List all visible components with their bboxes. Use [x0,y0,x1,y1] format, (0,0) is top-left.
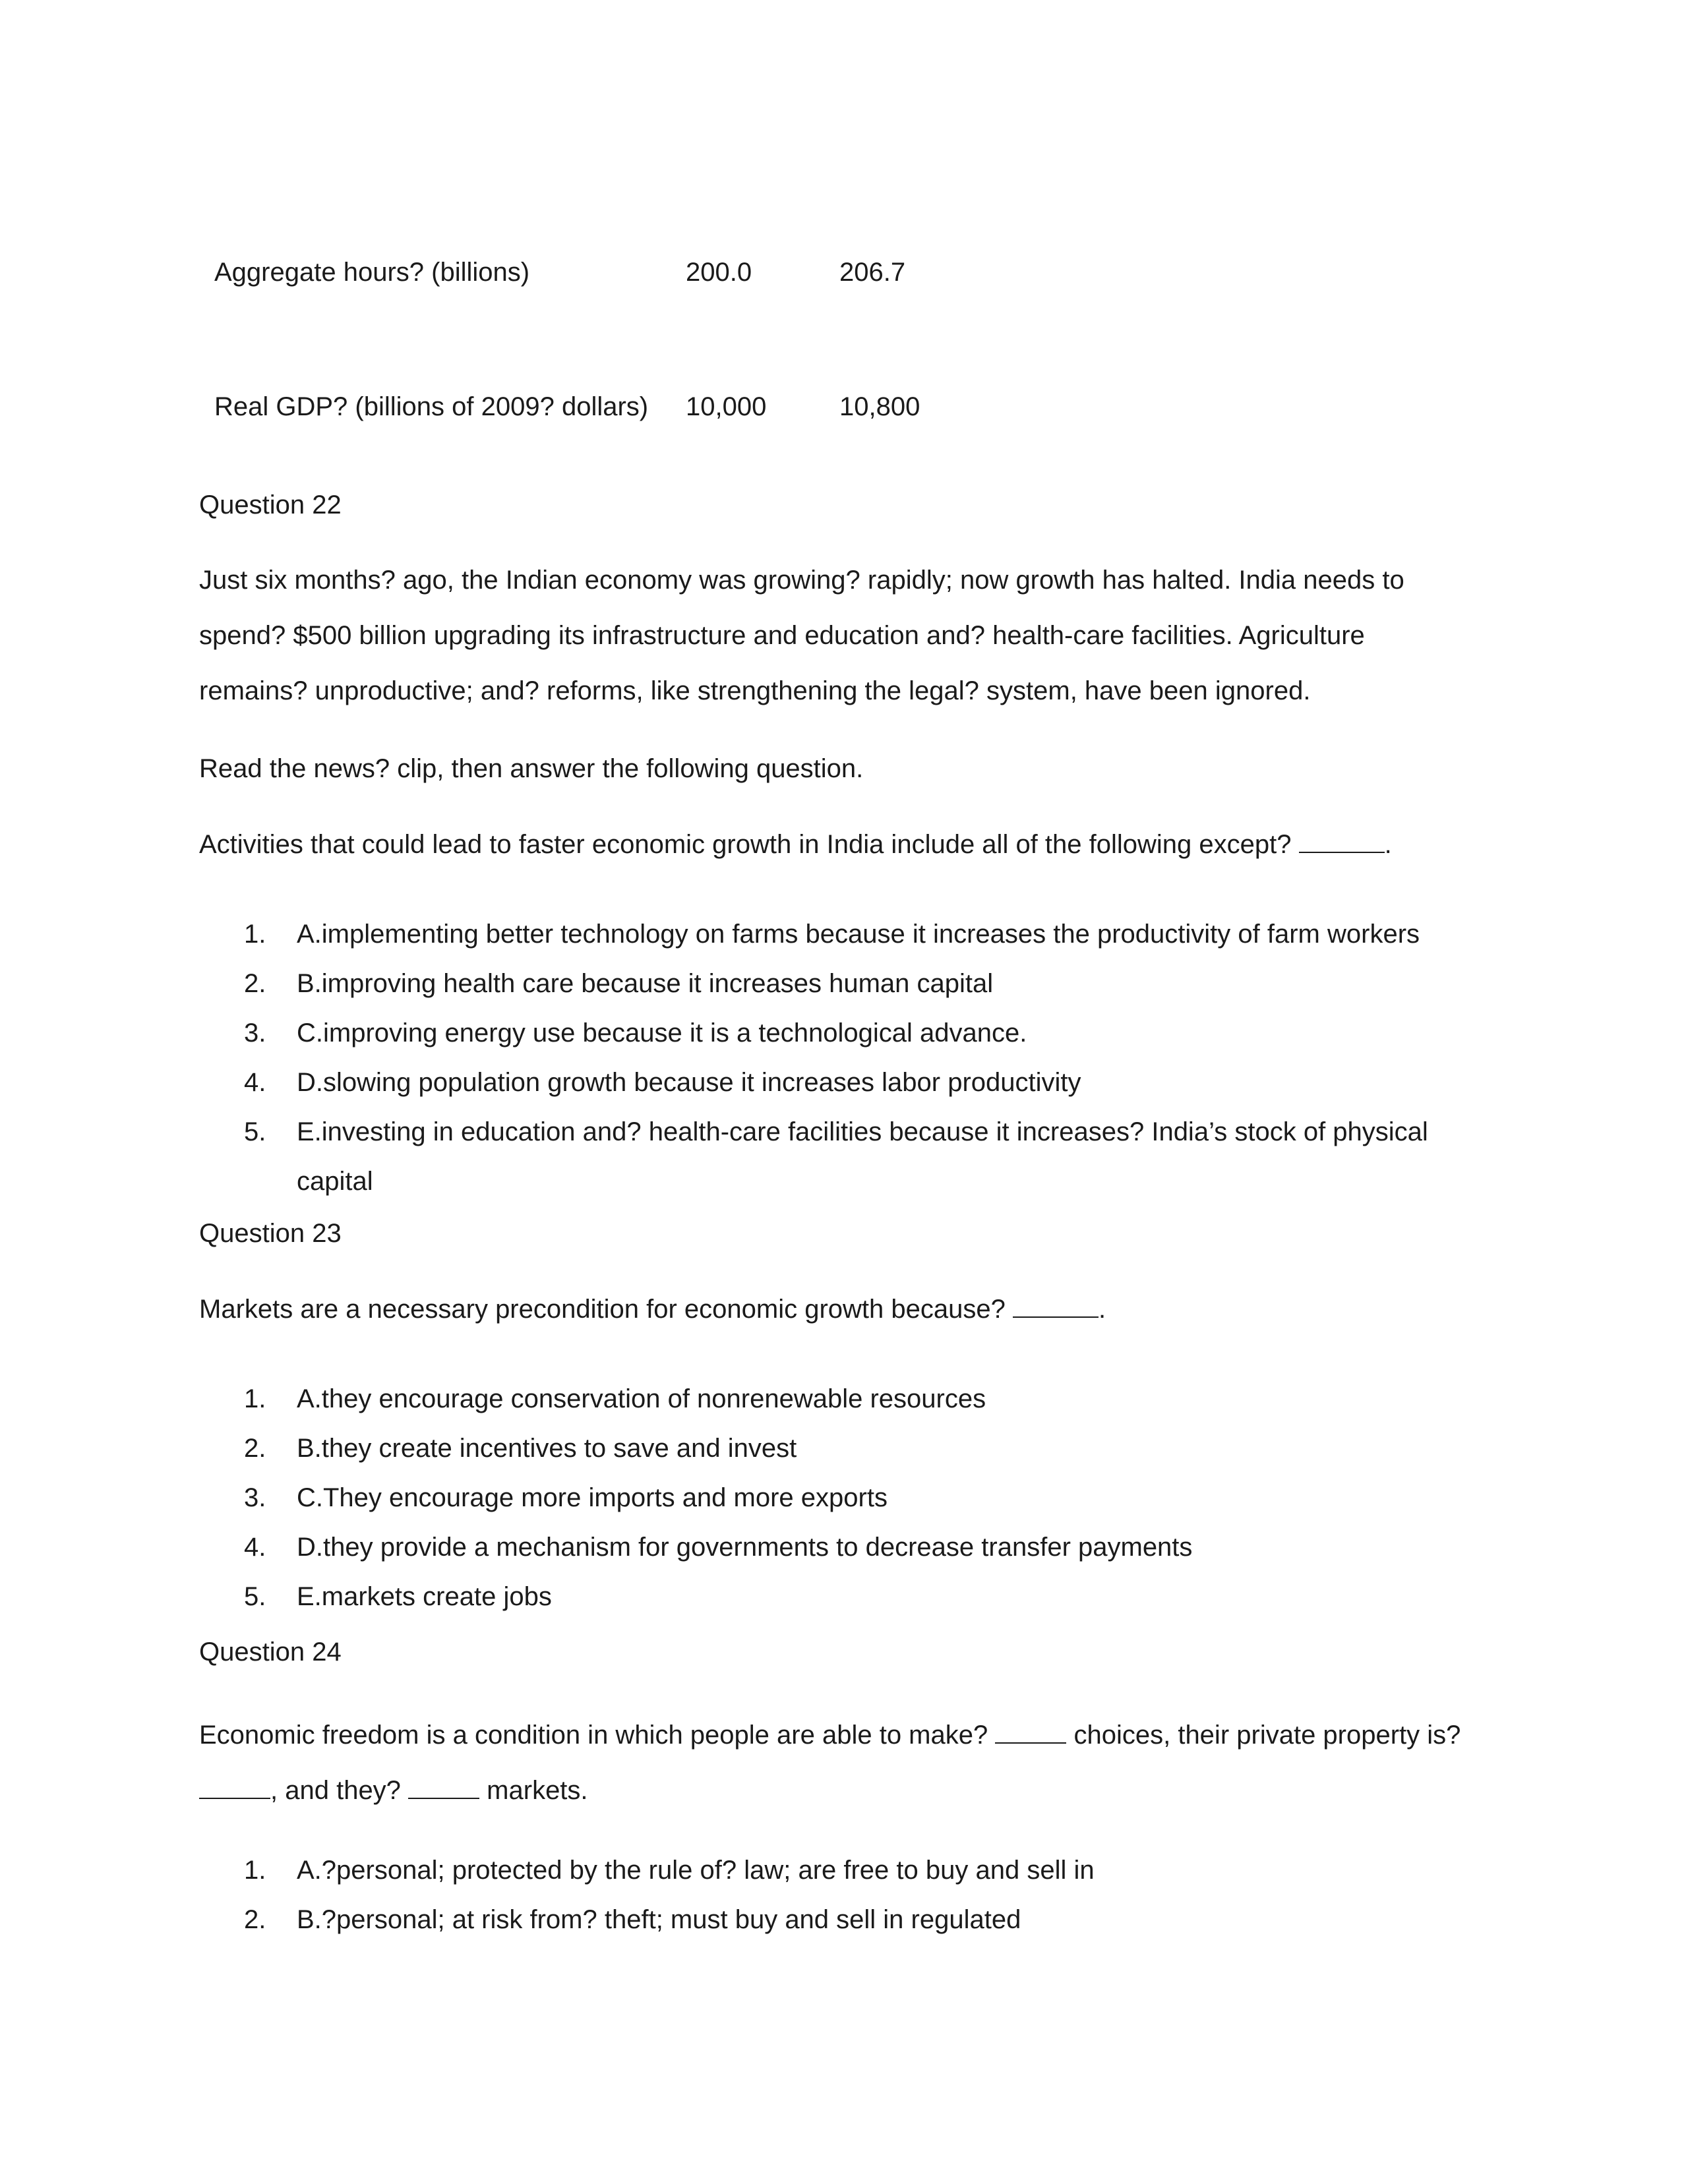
option-number: 5. [244,1117,266,1146]
answer-blank [408,1774,479,1799]
stem-period: . [1098,1295,1106,1324]
table-cell: 10,800 [839,392,920,421]
answer-option[interactable] [244,959,1517,1009]
question-22-instruction: Read the news? clip, then answer the following question. [199,754,864,783]
answer-blank [1299,828,1385,853]
option-number: 2. [244,969,266,998]
answer-option[interactable] [244,1572,1517,1622]
table-cell: 10,000 [686,392,767,421]
option-number: 4. [244,1533,266,1562]
passage-line: spend? $500 billion upgrading its infrastructure and education and? health-care facilities. Agriculture [199,621,1365,650]
answer-option[interactable] [244,910,1517,959]
option-text: D.slowing population growth because it increases labor productivity [297,1068,1081,1097]
question-23-stem [199,1291,1490,1328]
question-22-options [244,910,1517,1206]
answer-option[interactable] [244,1473,1517,1523]
option-text: B.?personal; at risk from? theft; must buy and sell in regulated [297,1905,1021,1934]
question-stem-text: Activities that could lead to faster economic growth in India include all of the following except? [199,830,1292,859]
option-text-line: E.investing in education and? health-care facilities because it increases? India’s stock of physical [297,1117,1428,1146]
option-text: C.They encourage more imports and more exports [297,1483,888,1512]
question-23-options [244,1374,1517,1622]
answer-option[interactable] [244,1374,1517,1424]
question-stem-text: Economic freedom is a condition in which people are able to make? [199,1721,988,1750]
answer-blank [995,1719,1066,1744]
table-row-label: Aggregate hours? (billions) [214,258,530,287]
option-number: 2. [244,1434,266,1463]
question-22-stem [199,826,1490,863]
question-24-heading: Question 24 [199,1638,342,1667]
answer-blank [199,1774,270,1799]
option-text: A.they encourage conservation of nonrenewable resources [297,1384,986,1413]
option-number: 1. [244,1384,266,1413]
question-stem-text: , and they? [270,1776,401,1805]
option-text: B.improving health care because it increases human capital [297,969,994,998]
table-row-label: Real GDP? (billions of 2009? dollars) [214,392,649,421]
stem-line [199,1763,1490,1818]
option-text-line: capital [297,1167,373,1196]
answer-option[interactable] [244,1895,1517,1945]
question-22-passage [199,552,1490,719]
option-number: 4. [244,1068,266,1097]
answer-option[interactable] [244,1107,1517,1206]
question-stem-text: markets. [479,1776,588,1805]
answer-blank [1013,1293,1099,1318]
question-stem-text: Markets are a necessary precondition for economic growth because? [199,1295,1006,1324]
passage-line: remains? unproductive; and? reforms, like strengthening the legal? system, have been ignored. [199,676,1311,705]
passage-line: Just six months? ago, the Indian economy was growing? rapidly; now growth has halted. India needs to [199,566,1404,595]
answer-option[interactable] [244,1009,1517,1058]
option-text: B.they create incentives to save and invest [297,1434,797,1463]
answer-option[interactable] [244,1846,1517,1895]
option-text [297,1107,1517,1206]
question-23-heading: Question 23 [199,1219,342,1248]
option-text: A.?personal; protected by the rule of? law; are free to buy and sell in [297,1856,1095,1885]
question-24-options [244,1846,1517,1945]
option-number: 3. [244,1018,266,1048]
answer-option[interactable] [244,1424,1517,1473]
table-cell: 206.7 [839,258,906,287]
option-number: 1. [244,1856,266,1885]
option-text: C.improving energy use because it is a technological advance. [297,1018,1027,1048]
table-cell: 200.0 [686,258,752,287]
question-24-stem [199,1707,1490,1818]
option-number: 3. [244,1483,266,1512]
option-number: 2. [244,1905,266,1934]
option-number: 1. [244,920,266,949]
question-stem-text: choices, their private property is? [1066,1721,1461,1750]
answer-option[interactable] [244,1058,1517,1107]
stem-period: . [1384,830,1392,859]
answer-option[interactable] [244,1523,1517,1572]
question-22-heading: Question 22 [199,490,342,519]
stem-line [199,1707,1490,1763]
option-text: D.they provide a mechanism for governments to decrease transfer payments [297,1533,1193,1562]
option-number: 5. [244,1582,266,1611]
option-text: A.implementing better technology on farms because it increases the productivity of farm workers [297,920,1420,949]
option-text: E.markets create jobs [297,1582,552,1611]
